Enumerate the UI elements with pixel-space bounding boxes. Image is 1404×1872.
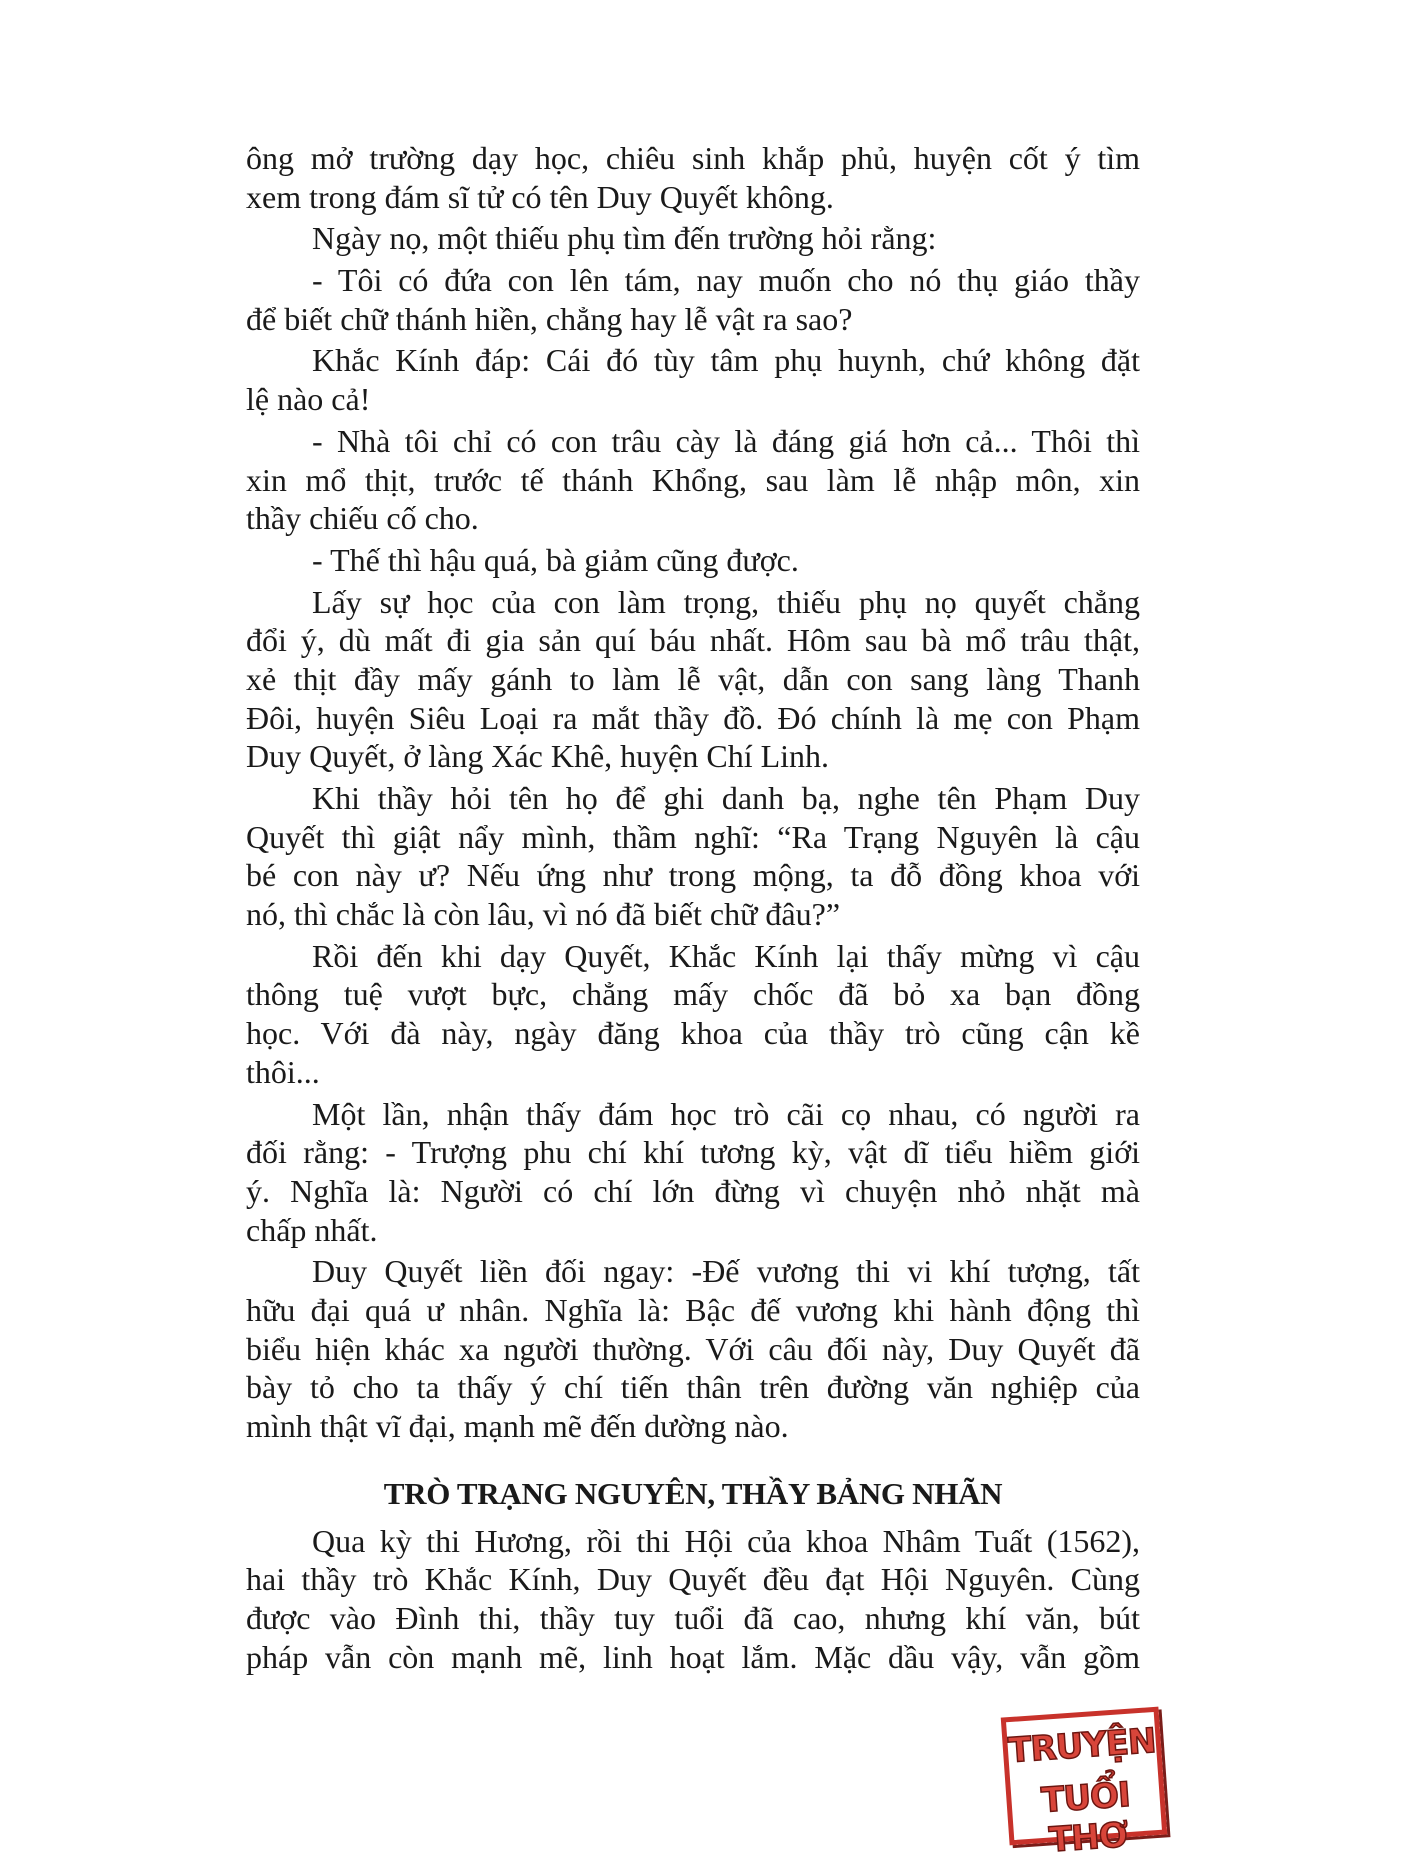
logo-text-line2: TUỔI THƠ (1040, 1774, 1131, 1861)
paragraph (246, 219, 1140, 258)
paragraph (246, 422, 1140, 538)
text-line: để biết chữ thánh hiền, chẳng hay lễ vật ra sao? (246, 300, 853, 337)
text-line: - Tôi có đứa con lên tám, nay muốn cho nó thụ giáo thầy (312, 262, 1140, 299)
section-text (246, 1522, 1140, 1677)
paragraph (246, 261, 1140, 338)
text-line: Khắc Kính đáp: Cái đó tùy tâm phụ huynh, chứ không đặt (312, 342, 1140, 379)
watermark-logo (1001, 1707, 1168, 1861)
logo-text-line1: TRUYỆN (1007, 1720, 1157, 1772)
text-line: bé con này ư? Nếu ứng như trong mộng, ta đỗ đồng khoa với (246, 857, 1140, 894)
paragraph (246, 139, 1140, 216)
text-line: bày tỏ cho ta thấy ý chí tiến thân trên đường văn nghiệp của (246, 1369, 1140, 1406)
text-line: Duy Quyết liền đối ngay: -Đế vương thi vi khí tượng, tất (312, 1253, 1140, 1290)
text-line: biểu hiện khác xa người thường. Với câu đối này, Duy Quyết đã (246, 1330, 1140, 1367)
text-line: được vào Đình thi, thầy tuy tuổi đã cao, nhưng khí văn, bút (246, 1600, 1140, 1637)
text-line: lệ nào cả! (246, 381, 371, 418)
section-text (246, 139, 1140, 1446)
text-line: Duy Quyết, ở làng Xác Khê, huyện Chí Linh. (246, 738, 830, 775)
text-line: đổi ý, dù mất đi gia sản quí báu nhất. Hôm sau bà mổ trâu thật, (246, 622, 1140, 659)
text-line: - Thế thì hậu quá, bà giảm cũng được. (312, 541, 799, 578)
paragraph (246, 583, 1140, 776)
text-line: Đôi, huyện Siêu Loại ra mắt thầy đồ. Đó chính là mẹ con Phạm (246, 699, 1140, 736)
text-line: xẻ thịt đầy mấy gánh to làm lễ vật, dẫn con sang làng Thanh (246, 660, 1140, 697)
text-line: đối rằng: - Trượng phu chí khí tương kỳ, vật dĩ tiểu hiềm giới (246, 1134, 1140, 1171)
text-line: xin mổ thịt, trước tế thánh Khổng, sau làm lễ nhập môn, xin (246, 461, 1140, 498)
text-line: Khi thầy hỏi tên họ để ghi danh bạ, nghe tên Phạm Duy (312, 780, 1140, 816)
text-line: chấp nhất. (246, 1211, 378, 1248)
text-line: hai thầy trò Khắc Kính, Duy Quyết đều đạt Hội Nguyên. Cùng (246, 1561, 1140, 1598)
text-line: học. Với đà này, ngày đăng khoa của thầy trò cũng cận kề (246, 1015, 1140, 1052)
section-heading: TRÒ TRẠNG NGUYÊN, THẦY BẢNG NHÃN (383, 1475, 1003, 1511)
text-line: thông tuệ vượt bực, chẳng mấy chốc đã bỏ xa bạn đồng (246, 976, 1140, 1013)
paragraph (246, 541, 1140, 580)
text-line: Quyết thì giật nẩy mình, thầm nghĩ: “Ra Trạng Nguyên là cậu (246, 818, 1140, 855)
paragraph (246, 1095, 1140, 1250)
text-line: pháp vẫn còn mạnh mẽ, linh hoạt lắm. Mặc dầu vậy, vẫn gồm (246, 1638, 1140, 1675)
text-line: ý. Nghĩa là: Người có chí lớn đừng vì chuyện nhỏ nhặt mà (246, 1172, 1140, 1209)
text-line: Một lần, nhận thấy đám học trò cãi cọ nhau, có người ra (312, 1095, 1140, 1132)
text-line: Lấy sự học của con làm trọng, thiếu phụ nọ quyết chẳng (312, 583, 1140, 620)
text-line: ông mở trường dạy học, chiêu sinh khắp phủ, huyện cốt ý tìm (246, 140, 1140, 176)
paragraph (246, 341, 1140, 418)
text-line: Rồi đến khi dạy Quyết, Khắc Kính lại thấy mừng vì cậu (312, 937, 1140, 974)
paragraph (246, 1522, 1140, 1677)
text-line: thầy chiếu cố cho. (246, 500, 479, 537)
paragraph (246, 779, 1140, 934)
paragraph (246, 1252, 1140, 1445)
text-line: mình thật vĩ đại, mạnh mẽ đến dường nào. (246, 1408, 789, 1444)
text-line: - Nhà tôi chỉ có con trâu cày là đáng giá hơn cả... Thôi thì (312, 422, 1140, 459)
text-line: xem trong đám sĩ tử có tên Duy Quyết không. (246, 178, 834, 215)
text-line: nó, thì chắc là còn lâu, vì nó đã biết chữ đâu?” (246, 896, 841, 933)
text-line: Qua kỳ thi Hương, rồi thi Hội của khoa Nhâm Tuất (1562), (312, 1522, 1140, 1559)
text-line: Ngày nọ, một thiếu phụ tìm đến trường hỏi rằng: (312, 220, 937, 257)
page-body (246, 139, 1140, 1679)
paragraph (246, 937, 1140, 1092)
text-line: thôi... (246, 1053, 320, 1090)
text-line: hữu đại quá ư nhân. Nghĩa là: Bậc đế vương khi hành động thì (246, 1291, 1140, 1328)
